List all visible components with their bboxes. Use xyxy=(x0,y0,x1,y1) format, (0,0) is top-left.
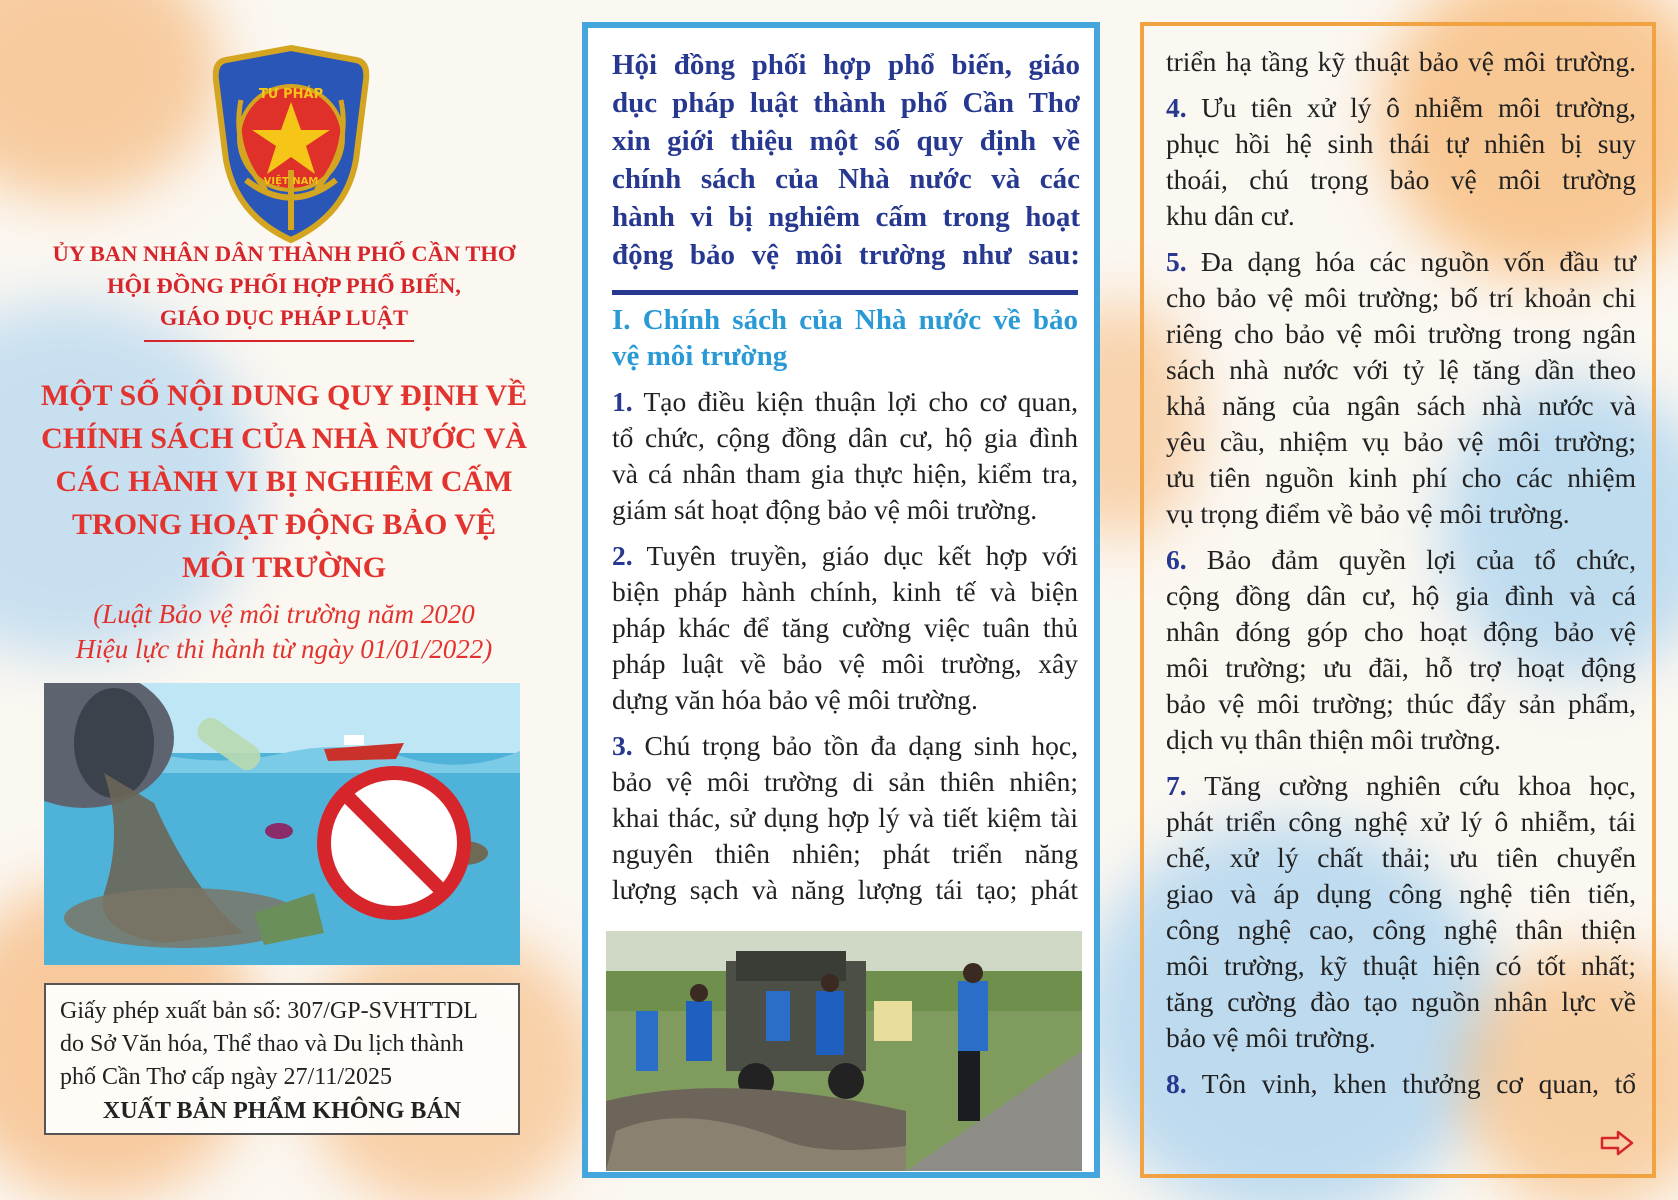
section-title-line-2: vệ môi trường xyxy=(612,340,788,372)
intro-divider xyxy=(612,290,1078,295)
item-5-line-6: yêu cầu, nhiệm vụ bảo vệ môi trường; xyxy=(1166,426,1636,457)
item-5-line-1: 5. Đa dạng hóa các nguồn vốn đầu tư xyxy=(1166,246,1636,277)
item-5-line-8: vụ trọng điểm về bảo vệ môi trường. xyxy=(1166,498,1570,529)
item-2-line-4: pháp luật về bảo vệ môi trường, xây xyxy=(612,648,1078,679)
item-1-line-3: và cá nhân tham gia thực hiện, kiểm tra, xyxy=(612,458,1078,489)
item-3-number: 3. xyxy=(612,730,633,761)
item-2-line-2: biện pháp hành chính, kinh tế và biện xyxy=(612,576,1078,607)
cover-title-line-4: TRONG HOẠT ĐỘNG BẢO VỆ xyxy=(72,508,496,541)
item-7-line-8: bảo vệ môi trường. xyxy=(1166,1022,1376,1053)
continue-arrow-icon xyxy=(1600,1130,1634,1156)
item-5-number: 5. xyxy=(1166,246,1187,277)
item-7-line-6: môi trường, kỹ thuật hiện có tốt nhất; xyxy=(1166,950,1636,981)
item-1-line-2: tổ chức, cộng đồng dân cư, hộ gia đình xyxy=(612,422,1078,453)
item-7-line-1: 7. Tăng cường nghiên cứu khoa học, xyxy=(1166,770,1636,801)
item-5-line-5: khả năng của ngân sách nhà nước và xyxy=(1166,390,1636,421)
item-2-number: 2. xyxy=(612,540,633,571)
issuer-line-1: ỦY BAN NHÂN DÂN THÀNH PHỐ CẦN THƠ xyxy=(52,241,516,266)
item-1-number: 1. xyxy=(612,386,633,417)
pollution-illustration xyxy=(44,683,520,965)
cover-panel xyxy=(24,26,544,1176)
item-5-line-7: ưu tiên nguồn kinh phí cho các nhiệm xyxy=(1166,462,1636,493)
item-8-line-1: 8. Tôn vinh, khen thưởng cơ quan, tổ xyxy=(1166,1068,1636,1099)
item-4-line-4: khu dân cư. xyxy=(1166,200,1295,231)
not-for-sale-label: XUẤT BẢN PHẨM KHÔNG BÁN xyxy=(102,1098,462,1124)
item-2-line-1: 2. Tuyên truyền, giáo dục kết hợp với xyxy=(612,540,1078,571)
item-7-line-3: chế, xử lý chất thải; ưu tiên chuyển xyxy=(1166,842,1636,873)
item-7-line-5: công nghệ cao, công nghệ thân thiện xyxy=(1166,914,1636,945)
issuer-line-3: GIÁO DỤC PHÁP LUẬT xyxy=(159,305,409,330)
publication-permit-box xyxy=(44,983,520,1135)
intro-panel xyxy=(582,22,1100,1178)
section-title-line-1: I. Chính sách của Nhà nước về bảo xyxy=(612,304,1078,336)
cover-title-line-2: CHÍNH SÁCH CỦA NHÀ NƯỚC VÀ xyxy=(41,422,527,455)
item-3-line-3: khai thác, sử dụng hợp lý và tiết kiệm tài xyxy=(612,802,1078,833)
intro-line-2: dục pháp luật thành phố Cần Thơ xyxy=(612,87,1080,119)
item-5-line-4: sách nhà nước với tỷ lệ tăng dần theo xyxy=(1166,354,1636,385)
item-6-line-3: nhân đóng góp cho hoạt động bảo vệ xyxy=(1166,616,1636,647)
item-4-number: 4. xyxy=(1166,92,1187,123)
item-7-line-4: giao và áp dụng công nghệ tiên tiến, xyxy=(1166,878,1636,909)
item-4-line-3: thoái, chú trọng bảo vệ môi trường xyxy=(1166,164,1636,195)
intro-line-6: động bảo vệ môi trường như sau: xyxy=(612,239,1080,271)
item-3-line-5: lượng sạch và năng lượng tái tạo; phát xyxy=(612,874,1078,905)
item-5-line-2: cho bảo vệ môi trường; bố trí khoản chi xyxy=(1166,282,1636,313)
item-2-line-5: dựng văn hóa bảo vệ môi trường. xyxy=(612,684,978,715)
item-6-number: 6. xyxy=(1166,544,1187,575)
cover-title-line-5: MÔI TRƯỜNG xyxy=(181,551,387,584)
item-6-line-1: 6. Bảo đảm quyền lợi của tổ chức, xyxy=(1166,544,1636,575)
item-5-line-3: riêng cho bảo vệ môi trường trong ngân xyxy=(1166,318,1636,349)
item-7-line-7: tăng cường đào tạo nguồn nhân lực về xyxy=(1166,986,1636,1017)
permit-line-2: do Sở Văn hóa, Thể thao và Du lịch thành xyxy=(60,1031,464,1057)
item-3-line-4: nguyên thiên nhiên; phát triển năng xyxy=(612,838,1078,869)
issuer-divider xyxy=(144,340,414,342)
item-6-line-2: cộng đồng dân cư, hộ gia đình và cá xyxy=(1166,580,1636,611)
logo-top-text: TƯ PHÁP xyxy=(258,87,324,102)
justice-emblem-logo xyxy=(206,40,376,250)
cleanup-volunteers-photo xyxy=(606,931,1082,1171)
item-6-line-5: bảo vệ môi trường; thúc đẩy sản phẩm, xyxy=(1166,688,1636,719)
law-reference-line-2: Hiệu lực thi hành từ ngày 01/01/2022) xyxy=(75,634,493,664)
item-4-line-1: 4. Ưu tiên xử lý ô nhiễm môi trường, xyxy=(1166,92,1636,123)
logo-bottom-text: VIỆT NAM xyxy=(263,176,319,187)
law-reference-line-1: (Luật Bảo vệ môi trường năm 2020 xyxy=(93,599,475,629)
item-3-line-1: 3. Chú trọng bảo tồn đa dạng sinh học, xyxy=(612,730,1078,761)
intro-line-1: Hội đồng phối hợp phổ biến, giáo xyxy=(612,49,1080,81)
item-8-number: 8. xyxy=(1166,1068,1187,1099)
intro-line-3: xin giới thiệu một số quy định về xyxy=(612,125,1080,157)
item-1-line-1: 1. Tạo điều kiện thuận lợi cho cơ quan, xyxy=(612,386,1078,417)
policy-continuation-panel xyxy=(1140,22,1656,1178)
cover-title-line-3: CÁC HÀNH VI BỊ NGHIÊM CẤM xyxy=(55,465,513,498)
item-7-number: 7. xyxy=(1166,770,1187,801)
item-7-line-2: phát triển công nghệ xử lý ô nhiễm, tái xyxy=(1166,806,1636,837)
permit-line-1: Giấy phép xuất bản số: 307/GP-SVHTTDL xyxy=(60,998,478,1024)
cover-title-line-1: MỘT SỐ NỘI DUNG QUY ĐỊNH VỀ xyxy=(40,379,528,412)
item-6-line-6: dịch vụ thân thiện môi trường. xyxy=(1166,724,1501,755)
item-3-line-2: bảo vệ môi trường di sản thiên nhiên; xyxy=(612,766,1078,797)
intro-line-4: chính sách của Nhà nước và các xyxy=(612,163,1080,195)
issuer-line-2: HỘI ĐỒNG PHỐI HỢP PHỔ BIẾN, xyxy=(107,273,461,298)
intro-line-5: hành vi bị nghiêm cấm trong hoạt xyxy=(612,201,1080,233)
permit-line-3: phố Cần Thơ cấp ngày 27/11/2025 xyxy=(60,1064,392,1090)
item-4-line-2: phục hồi hệ sinh thái tự nhiên bị suy xyxy=(1166,128,1636,159)
item-2-line-3: pháp khác để tăng cường việc tuân thủ xyxy=(612,612,1078,643)
carryover-line: triển hạ tầng kỹ thuật bảo vệ môi trường. xyxy=(1166,46,1636,77)
item-6-line-4: môi trường; ưu đãi, hỗ trợ hoạt động xyxy=(1166,652,1636,683)
item-1-line-4: giám sát hoạt động bảo vệ môi trường. xyxy=(612,494,1038,525)
